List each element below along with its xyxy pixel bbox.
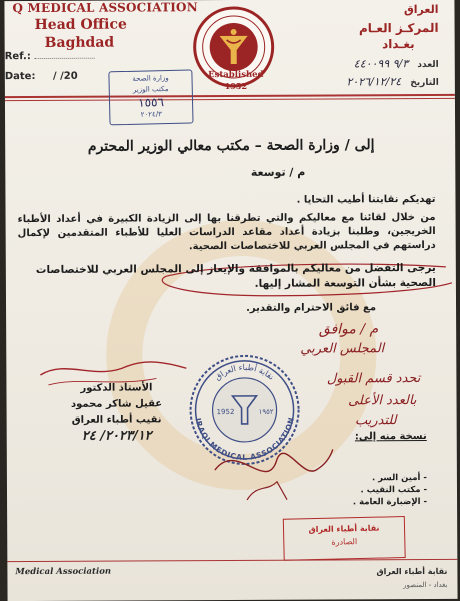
established-text: Established — [208, 69, 264, 81]
body-paragraph: من خلال لقائنا مع معاليكم والتي تطرقنا بها إلى الزيادة الكبيرة في أعداد الأطباء الخريجين، وطلبنا بزيادة أعداد مقاعد الدراسات العليا للأطباء المتقدمين لإكمال دراستهم في المجلس العربي للاختصاصات الصحية. — [17, 211, 436, 253]
signer-name: عقيل شاكر محمود — [70, 398, 163, 410]
association-name-en: Q MEDICAL ASSOCIATION — [12, 0, 198, 16]
handwritten-training: للتدريب — [354, 413, 397, 429]
head-office-label-ar: المركـز العـام — [358, 20, 439, 36]
outgoing-stamp-line1: نقابة أطباء العراق — [308, 523, 380, 535]
seal-year-left: 1952 — [216, 407, 235, 417]
stamp-ministry-line: وزارة الصحة — [132, 74, 169, 83]
date-line-en — [5, 71, 78, 82]
date-label-en: Date: — [4, 71, 36, 83]
number-value: ٩/٣ ٤٤٠٠٩٩ — [353, 57, 409, 71]
copies-list — [353, 472, 427, 508]
footer-address: بغداد - المنصور — [403, 580, 448, 590]
letter-paper — [4, 0, 457, 601]
city-label-ar: بغـداد — [382, 37, 415, 52]
stamp-number: ١٥٥٦ — [138, 95, 165, 110]
header-english — [12, 0, 198, 51]
date-value-en: / /20 — [52, 70, 78, 82]
date-line-ar — [346, 75, 438, 88]
footer-divider — [7, 559, 457, 562]
request-paragraph: يرجى التفضل من معاليكم بالموافقة والإيعاز إلى المجلس العربي للاختصاصات الصحية بشأن التوسعة المشار إليها. — [35, 261, 436, 290]
copy-item: - الإضبارة العامة . — [352, 496, 428, 508]
signer-position: نقيب أطباء العراق — [71, 414, 162, 426]
president-signature — [207, 429, 337, 510]
subject-line: م / توسعة — [250, 165, 306, 179]
handwritten-council: المجلس العربي — [300, 341, 385, 357]
ministry-received-stamp — [108, 69, 193, 125]
ref-label: Ref.: — [4, 51, 31, 63]
signer-title: الأستاذ الدكتور — [80, 382, 153, 394]
ref-line — [5, 51, 95, 62]
closing-line: مع فائق الاحترام والتقدير. — [246, 302, 377, 314]
copy-item: - أمين السر . — [371, 472, 427, 484]
seal-bottom-text: IRAQI MEDICAL ASSOCIATION — [193, 416, 296, 462]
copy-item: - مكتب النقيب . — [360, 484, 428, 496]
established-label — [201, 70, 271, 91]
date-value-ar: ٢٠٢٦/١٢/٢٤ — [346, 75, 402, 89]
outgoing-stamp — [283, 516, 406, 561]
seal-year-right: ١٩٥٢ — [258, 407, 274, 416]
number-label: العدد — [417, 59, 439, 71]
greeting-text: تهديكم نقابتنا أطيب التحايا . — [296, 193, 436, 206]
recipient-line: إلى / وزارة الصحة – مكتب معالي الوزير المحترم — [87, 137, 375, 155]
copies-block — [353, 431, 428, 508]
handwritten-capacity: بالعدد الأعلى — [348, 393, 417, 409]
signature-block — [46, 380, 186, 445]
copies-heading: نسخة منه إلى: — [354, 430, 427, 443]
header-divider-thin — [5, 98, 455, 101]
date-label-ar: التاريخ — [410, 77, 439, 89]
header-arabic — [359, 3, 439, 51]
signature-date: ٢٠٢٣/١٢/ ٢٤ — [81, 428, 152, 444]
head-office-label: Head Office — [34, 16, 127, 34]
handwritten-admission: تحدد قسم القبول — [326, 371, 421, 387]
footer-arabic: نقابة أطباء العراق — [376, 566, 448, 577]
handwritten-approval: م / موافق — [318, 321, 379, 338]
number-line — [354, 57, 439, 70]
country-label-ar: العراق — [403, 2, 439, 17]
seal-top-text: نقابة أطباء العراق — [213, 362, 276, 382]
stamp-office-line: مكتب الوزير — [132, 85, 169, 94]
stamp-date: ٢٠٢٤/٣ — [140, 110, 162, 119]
footer-english: Medical Association — [15, 566, 112, 578]
outgoing-stamp-line2: الصادرة — [331, 537, 358, 547]
established-year: 1952 — [224, 80, 248, 92]
city-label-en: Baghdad — [44, 34, 115, 51]
